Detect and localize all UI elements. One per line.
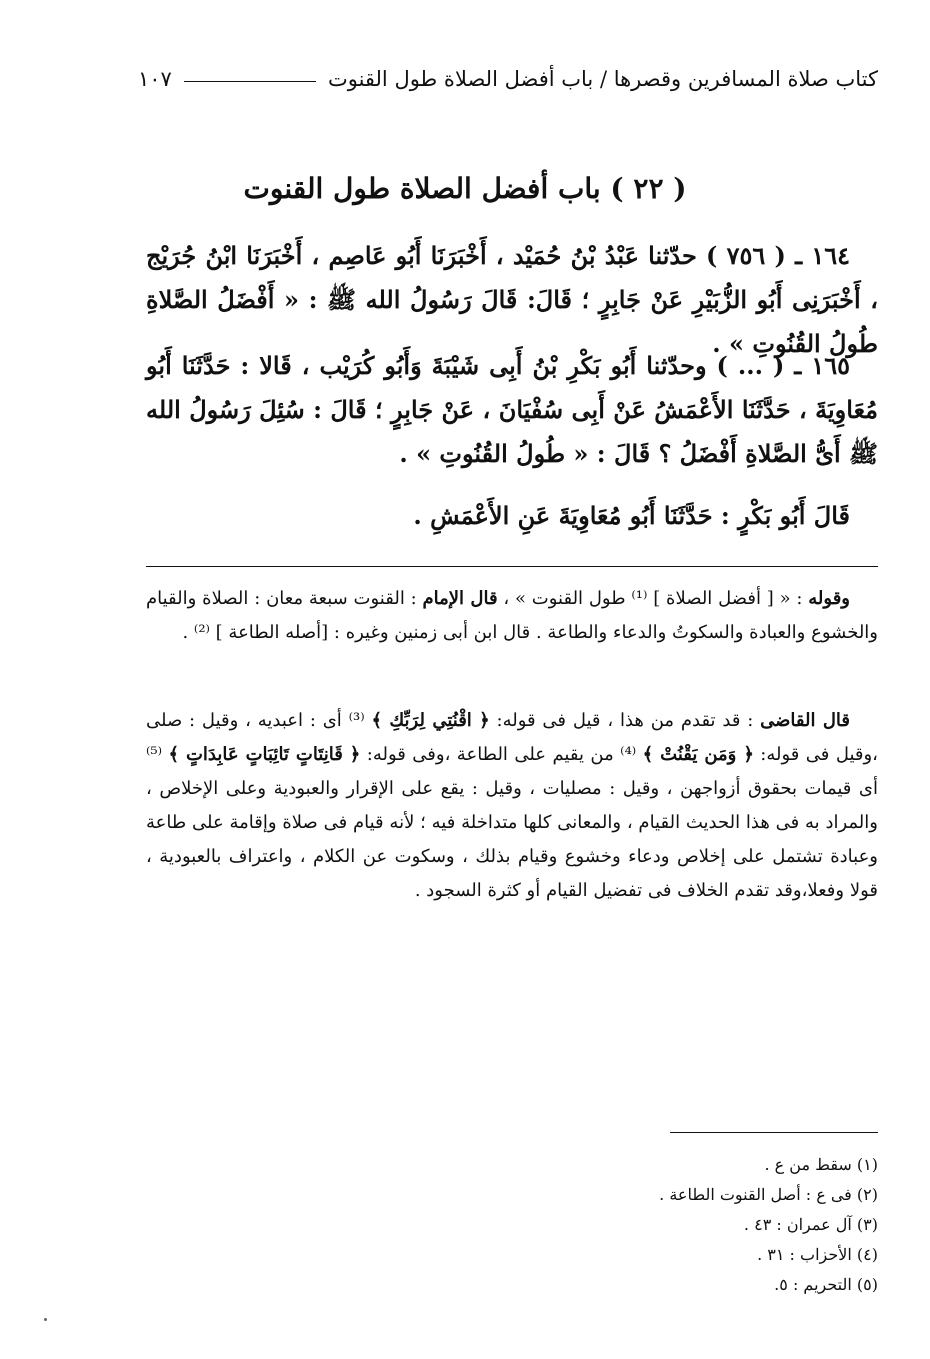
- chapter-title: ( ٢٢ ) باب أفضل الصلاة طول القنوت: [243, 172, 687, 205]
- commentary-paragraph-2: [146, 704, 878, 908]
- header-rule: [184, 81, 316, 82]
- footnote-item: (٥) التحريم : ٥.: [774, 1275, 878, 1294]
- commentary-text: : « [ أفضل الصلاة ] ⁽¹⁾ طول القنوت » ،: [497, 588, 809, 609]
- footnote-item: (٢) فى ع : أصل القنوت الطاعة .: [659, 1185, 878, 1204]
- quran-quote: ﴿ وَمَن يَقْنُتْ ﴾: [642, 744, 754, 765]
- commentary-text: ⁽³⁾ أى : اعبديه ، وقيل : صلى ،وقيل فى قوله:: [146, 710, 878, 765]
- commentary-text: ⁽⁴⁾ من يقيم على الطاعة ،وفى قوله:: [360, 744, 643, 765]
- hadith-text: ١٦٤ ـ ( ٧٥٦ ) حدّثنا عَبْدُ بْنُ حُمَيْد ، أَخْبَرَنَا أَبُو عَاصِم ، أَخْبَرَنَا ابْنُ جُرَيْج ، أَخْبَرَنِى أَبُو الزُّبَيْرِ عَنْ جَابِرٍ ؛ قَالَ: قَالَ رَسُولُ الله ﷺ : « أَفْضَلُ الصَّلاةِ طُولُ القُنُوتِ » .: [146, 241, 878, 358]
- running-header: [138, 62, 878, 96]
- footnote-item: (٤) الأحزاب : ٣١ .: [757, 1245, 878, 1264]
- commentary-paragraph-1: [146, 582, 878, 650]
- imam-label: قال الإمام: [422, 588, 498, 609]
- quran-quote: ﴿ اقْنُتِي لِرَبِّكِ ﴾: [371, 710, 490, 731]
- commentary-text: : قد تقدم من هذا ، قيل فى قوله:: [489, 710, 761, 731]
- footnote-separator: [670, 1132, 878, 1133]
- qadi-label: قال القاضى: [760, 710, 850, 731]
- quran-quote: ﴿ قَانِتَاتٍ تَائِبَاتٍ عَابِدَاتٍ ﴾: [168, 744, 361, 765]
- footnote-item: (١) سقط من ع .: [764, 1155, 878, 1174]
- footnotes: [600, 1150, 878, 1300]
- commentary-text: ⁽⁵⁾ أى قيمات بحقوق أزواجهن ، وقيل : مصليات ، وقيل : يقع على الإقرار والعبودية وعلى الإخلاص ، والمراد به فى هذا الحديث القيام ، والمعانى كلها متداخلة فيه ؛ لأنه قيام فى صلاة وإقامة على طاعة وعبادة تشتمل على إخلاص ودعاء وخشوع وقيام بذلك ، وسكوت عن الكلام ، واعتراف بالعبودية ، قولا وفعلا،وقد تقدم الخلاف فى تفضيل القيام أو كثرة السجود .: [146, 744, 878, 901]
- commentary-lead: وقوله: [808, 588, 850, 609]
- footnote-item: (٣) آل عمران : ٤٣ .: [743, 1215, 878, 1234]
- page-number: ١٠٧: [138, 67, 172, 91]
- hadith-note: [146, 494, 878, 538]
- scan-speck: [44, 1318, 47, 1321]
- hadith-165: [146, 344, 878, 476]
- hadith-text: قَالَ أَبُو بَكْرٍ : حَدَّثَنَا أَبُو مُعَاوِيَةَ عَنِ الأَعْمَشِ .: [413, 501, 850, 530]
- commentary-separator: [146, 566, 878, 567]
- commentary-text: : القنوت سبعة معان : الصلاة والقيام والخشوع والعبادة والسكوتُ والدعاء والطاعة . قال ابن أبى زمنين وغيره : [أصله الطاعة ] ⁽²⁾ .: [146, 588, 878, 643]
- running-title: كتاب صلاة المسافرين وقصرها / باب أفضل الصلاة طول القنوت: [327, 67, 878, 91]
- hadith-text: ١٦٥ ـ ( ... ) وحدّثنا أَبُو بَكْرِ بْنُ أَبِى شَيْبَةَ وَأَبُو كُرَيْب ، قَالا : حَدَّثَنَا أَبُو مُعَاوِيَةَ ، حَدَّثَنَا الأَعْمَشُ عَنْ أَبِى سُفْيَانَ ، عَنْ جَابِرٍ ؛ قَالَ : سُئِلَ رَسُولُ الله ﷺ أَىُّ الصَّلاةِ أَفْضَلُ ؟ قَالَ : « طُولُ القُنُوتِ » .: [146, 351, 878, 468]
